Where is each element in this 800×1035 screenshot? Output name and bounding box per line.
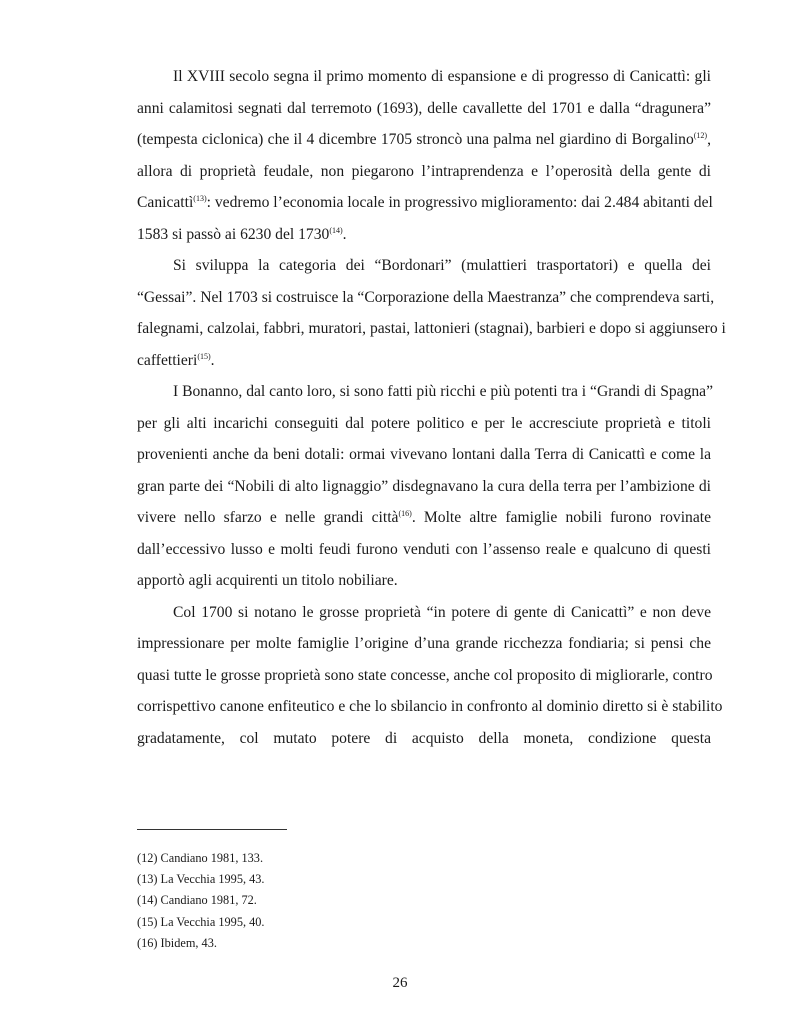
text-line xyxy=(137,318,726,350)
text-line xyxy=(137,570,711,602)
line-text-continued: , xyxy=(707,131,711,148)
line-text: falegnami, calzolai, fabbri, muratori, pastai, lattonieri (stagnai), barbieri e dopo si aggiunsero i xyxy=(137,320,726,337)
text-line xyxy=(137,602,711,634)
line-text: provenienti anche da beni dotali: ormai vivevano lontani dalla Terra di Canicattì e come la xyxy=(137,446,711,463)
line-text: per gli alti incarichi conseguiti dal potere politico e per le accresciute proprietà e titoli xyxy=(137,414,711,432)
line-text: (tempesta ciclonica) che il 4 dicembre 1705 stroncò una palma nel giardino di Borgalino xyxy=(137,131,694,148)
text-line xyxy=(137,129,711,161)
text-line xyxy=(137,507,711,539)
line-text-continued: . xyxy=(342,225,347,243)
text-line xyxy=(137,98,711,130)
footnote-item: (12) Candiano 1981, 133. xyxy=(137,851,264,865)
line-text: impressionare per molte famiglie l’origine d’una grande ricchezza fondiaria; si pensi che xyxy=(137,635,711,652)
line-text-continued: : vedremo l’economia locale in progressivo miglioramento: dai 2.484 abitanti del xyxy=(206,194,713,211)
text-line xyxy=(137,696,723,728)
text-line xyxy=(137,381,714,413)
line-text-continued: . Molte altre famiglie nobili furono rovinate xyxy=(411,509,712,526)
footnote-marker: (14) xyxy=(329,225,343,235)
footnotes xyxy=(137,850,264,956)
footnote-marker: (16) xyxy=(398,509,412,518)
line-text: Il XVIII secolo segna il primo momento di espansione e di progresso di Canicattì: gli xyxy=(173,68,711,85)
footnote-separator xyxy=(137,829,287,830)
text-line xyxy=(137,287,715,319)
line-text: caffettieri xyxy=(137,351,198,369)
text-line xyxy=(137,413,711,445)
paragraph xyxy=(137,66,711,255)
page-number: 26 xyxy=(392,975,408,991)
line-text: gran parte dei “Nobili di alto lignaggio” disdegnavano la cura della terra per l’ambizione di xyxy=(137,477,711,495)
text-line xyxy=(137,665,711,697)
text-line xyxy=(137,161,711,193)
footnote-item: (16) Ibidem, 43. xyxy=(137,935,217,950)
text-line xyxy=(137,224,711,256)
footnote-item: (14) Candiano 1981, 72. xyxy=(137,893,257,908)
text-line xyxy=(137,255,711,287)
line-text: apportò agli acquirenti un titolo nobiliare. xyxy=(137,572,398,589)
footnote-marker: (15) xyxy=(197,351,211,361)
line-text-continued: . xyxy=(210,351,215,369)
line-text: 1583 si passò ai 6230 del 1730 xyxy=(137,225,330,243)
footnote-marker: (12) xyxy=(693,131,708,140)
line-text: Si sviluppa la categoria dei “Bordonari” (mulattieri trasportatori) e quella dei xyxy=(173,257,711,274)
footnote-marker: (13) xyxy=(193,194,207,203)
footnote-item: (13) La Vecchia 1995, 43. xyxy=(137,872,265,887)
text-line xyxy=(137,192,711,224)
line-text: Col 1700 si notano le grosse proprietà “in potere di gente di Canicattì” e non deve xyxy=(173,603,711,621)
body-text xyxy=(137,66,726,759)
paragraph xyxy=(137,381,714,602)
text-line xyxy=(137,444,711,476)
line-text: quasi tutte le grosse proprietà sono state concesse, anche col proposito di migliorarle, contro xyxy=(137,666,713,684)
line-text: corrispettivo canone enfiteutico e che lo sbilancio in confronto al dominio diretto si è stabilito xyxy=(137,698,723,715)
paragraph xyxy=(137,602,723,760)
line-text: anni calamitosi segnati dal terremoto (1693), delle cavallette del 1701 e dalla “dragunera” xyxy=(137,99,711,117)
line-text: allora di proprietà feudale, non piegarono l’intraprendenza e l’operosità della gente di xyxy=(137,162,711,180)
text-line xyxy=(137,476,711,508)
line-text: vivere nello sfarzo e nelle grandi città xyxy=(137,509,399,526)
line-text: I Bonanno, dal canto loro, si sono fatti più ricchi e più potenti tra i “Grandi di Spagna” xyxy=(173,383,714,400)
text-line xyxy=(137,633,711,665)
text-line xyxy=(137,539,711,571)
text-line xyxy=(137,728,711,760)
line-text: “Gessai”. Nel 1703 si costruisce la “Corporazione della Maestranza” che comprendeva sarti, xyxy=(137,288,715,306)
text-line xyxy=(137,66,711,98)
paragraph xyxy=(137,255,726,381)
text-line xyxy=(137,350,711,382)
line-text: Canicattì xyxy=(137,194,194,211)
line-text: dall’eccessivo lusso e molti feudi furono venduti con l’assenso reale e qualcuno di questi xyxy=(137,540,711,558)
line-text: gradatamente, col mutato potere di acquisto della moneta, condizione questa xyxy=(137,729,711,747)
footnote-item: (15) La Vecchia 1995, 40. xyxy=(137,914,265,929)
